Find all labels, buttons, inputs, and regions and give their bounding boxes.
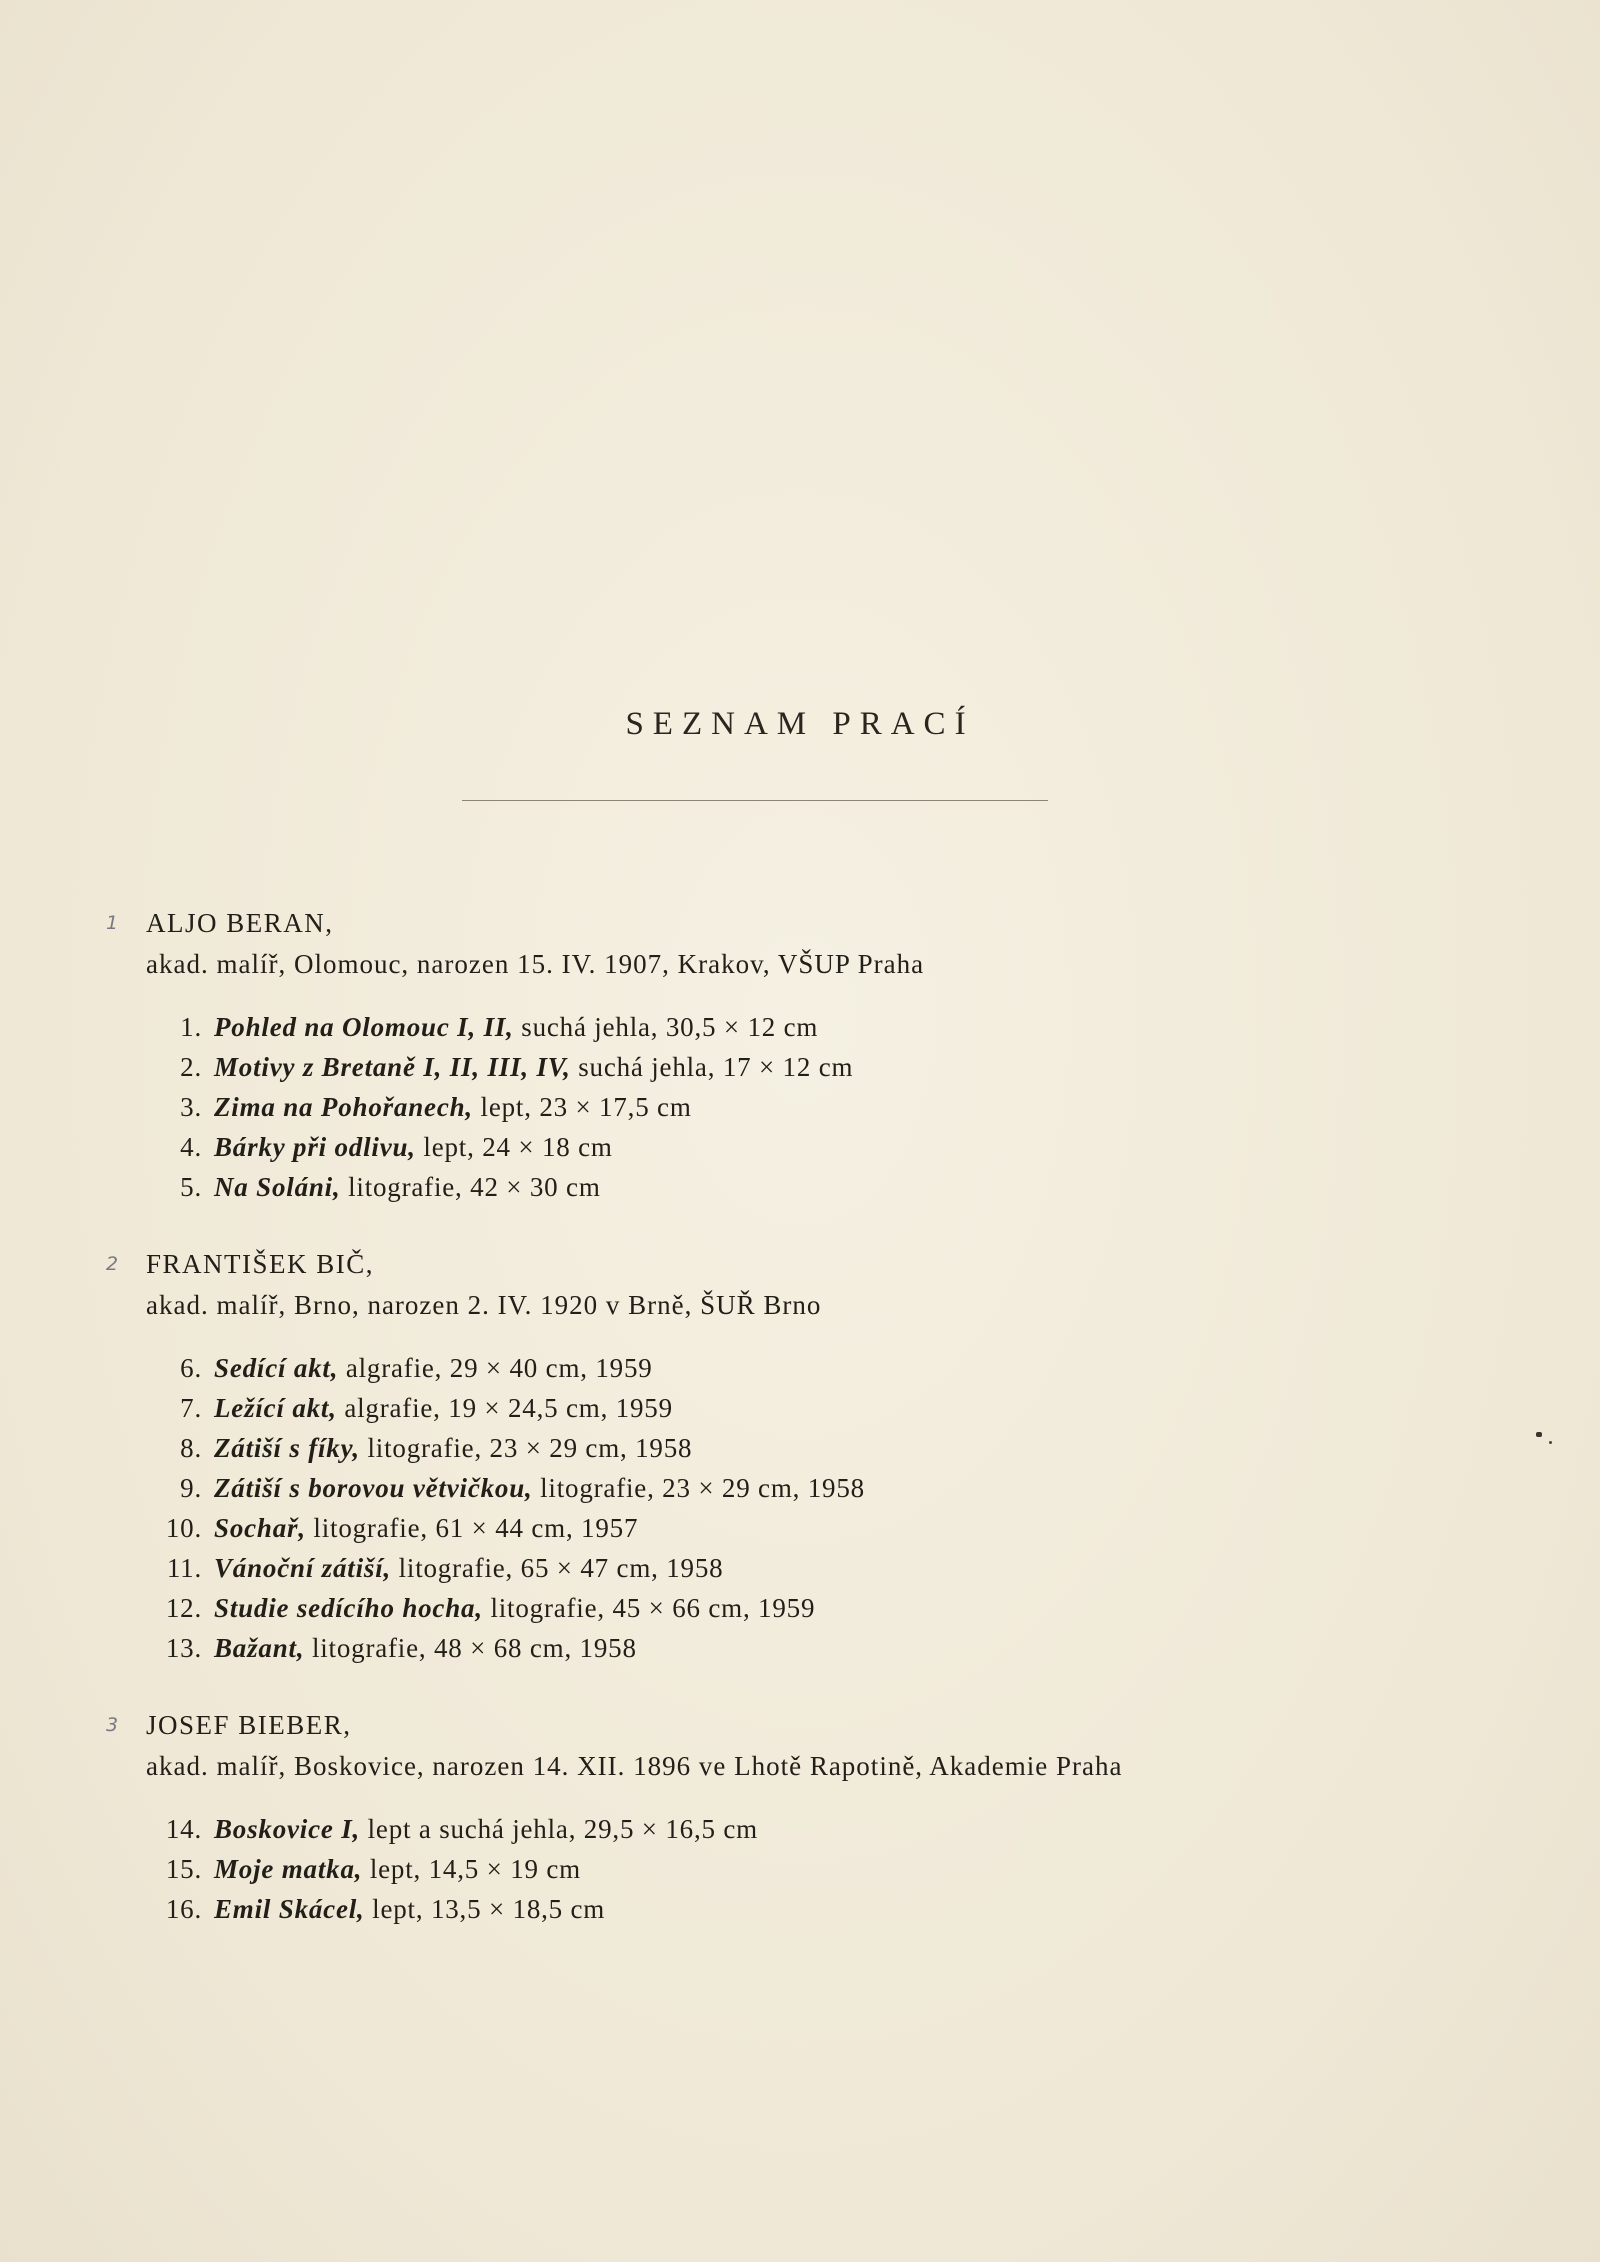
work-item [146, 1348, 1446, 1388]
work-number: 5. [180, 1172, 202, 1202]
work-number: 4. [180, 1132, 202, 1162]
artist-name: ALJO BERAN, [146, 908, 334, 938]
work-number: 8. [180, 1433, 202, 1463]
work-title: Pohled na Olomouc I, II, [214, 1012, 514, 1042]
artist-info: akad. malíř, Olomouc, narozen 15. IV. 1907, Krakov, VŠUP Praha [146, 949, 925, 979]
work-title: Sochař, [214, 1513, 306, 1543]
work-number: 7. [180, 1393, 202, 1423]
work-title: Zátiší s fíky, [214, 1433, 360, 1463]
artist-info: akad. malíř, Brno, narozen 2. IV. 1920 v Brně, ŠUŘ Brno [146, 1290, 822, 1320]
work-details: lept, 24 × 18 cm [415, 1132, 613, 1162]
works-list [146, 1348, 1446, 1668]
work-details: suchá jehla, 17 × 12 cm [570, 1052, 854, 1082]
work-title: Motivy z Bretaně I, II, III, IV, [214, 1052, 571, 1082]
work-item [146, 1508, 1446, 1548]
work-title: Sedící akt, [214, 1353, 339, 1383]
artist-entry [106, 1244, 1446, 1668]
work-number: 14. [165, 1814, 202, 1844]
artist-info: akad. malíř, Boskovice, narozen 14. XII. 1896 ve Lhotě Rapotině, Akademie Praha [146, 1751, 1123, 1781]
artist-name-line [106, 1244, 1446, 1284]
work-number: 12. [165, 1593, 202, 1623]
artist-entry [106, 903, 1446, 1207]
work-details: litografie, 23 × 29 cm, 1958 [532, 1473, 865, 1503]
work-details: algrafie, 29 × 40 cm, 1959 [338, 1353, 653, 1383]
work-title: Zátiší s borovou větvičkou, [214, 1473, 533, 1503]
work-number: 11. [166, 1553, 202, 1583]
paper-speck [1549, 1441, 1552, 1444]
work-item [146, 1428, 1446, 1468]
work-details: lept, 14,5 × 19 cm [362, 1854, 581, 1884]
work-title: Emil Skácel, [214, 1894, 365, 1924]
works-list [146, 1809, 1446, 1929]
title-divider [462, 800, 1048, 801]
work-item [146, 1047, 1446, 1087]
work-number: 9. [180, 1473, 202, 1503]
work-title: Boskovice I, [214, 1814, 361, 1844]
work-title: Bažant, [214, 1633, 305, 1663]
work-title: Vánoční zátiší, [214, 1553, 392, 1583]
work-number: 1. [180, 1012, 202, 1042]
work-item [146, 1127, 1446, 1167]
page-title: SEZNAM PRACÍ [625, 706, 975, 742]
work-item [146, 1809, 1446, 1849]
work-item [146, 1849, 1446, 1889]
work-item [146, 1628, 1446, 1668]
works-list [146, 1007, 1446, 1207]
work-number: 16. [165, 1894, 202, 1924]
handwritten-number-mark: 3 [106, 1714, 120, 1736]
work-details: litografie, 23 × 29 cm, 1958 [359, 1433, 693, 1463]
paper-speck [1536, 1432, 1542, 1437]
work-details: suchá jehla, 30,5 × 12 cm [513, 1012, 819, 1042]
work-details: lept, 23 × 17,5 cm [472, 1092, 692, 1122]
artist-entry [106, 1705, 1446, 1929]
work-item [146, 1087, 1446, 1127]
work-number: 6. [180, 1353, 202, 1383]
work-details: litografie, 48 × 68 cm, 1958 [304, 1633, 637, 1663]
work-item [146, 1588, 1446, 1628]
work-item [146, 1889, 1446, 1929]
work-item [146, 1167, 1446, 1207]
work-number: 10. [165, 1513, 202, 1543]
artist-name-line [106, 903, 1446, 943]
work-item [146, 1468, 1446, 1508]
work-details: litografie, 45 × 66 cm, 1959 [482, 1593, 816, 1623]
work-title: Studie sedícího hocha, [214, 1593, 483, 1623]
artist-name: FRANTIŠEK BIČ, [146, 1249, 375, 1279]
work-details: litografie, 42 × 30 cm [340, 1172, 601, 1202]
work-title: Bárky při odlivu, [214, 1132, 416, 1162]
work-title: Moje matka, [214, 1854, 363, 1884]
artist-name: JOSEF BIEBER, [146, 1710, 352, 1740]
work-number: 2. [180, 1052, 202, 1082]
work-details: algrafie, 19 × 24,5 cm, 1959 [336, 1393, 673, 1423]
work-number: 13. [165, 1633, 202, 1663]
work-details: litografie, 65 × 47 cm, 1958 [391, 1553, 724, 1583]
handwritten-number-mark: 2 [106, 1253, 120, 1275]
artist-name-line [106, 1705, 1446, 1745]
work-item [146, 1548, 1446, 1588]
work-title: Ležící akt, [214, 1393, 337, 1423]
handwritten-number-mark: 1 [106, 912, 120, 934]
work-number: 3. [180, 1092, 202, 1122]
work-item [146, 1388, 1446, 1428]
work-details: litografie, 61 × 44 cm, 1957 [305, 1513, 639, 1543]
work-details: lept a suchá jehla, 29,5 × 16,5 cm [360, 1814, 758, 1844]
work-details: lept, 13,5 × 18,5 cm [364, 1894, 606, 1924]
work-title: Na Soláni, [214, 1172, 341, 1202]
work-number: 15. [165, 1854, 202, 1884]
work-title: Zima na Pohořanech, [214, 1092, 473, 1122]
work-item [146, 1007, 1446, 1047]
